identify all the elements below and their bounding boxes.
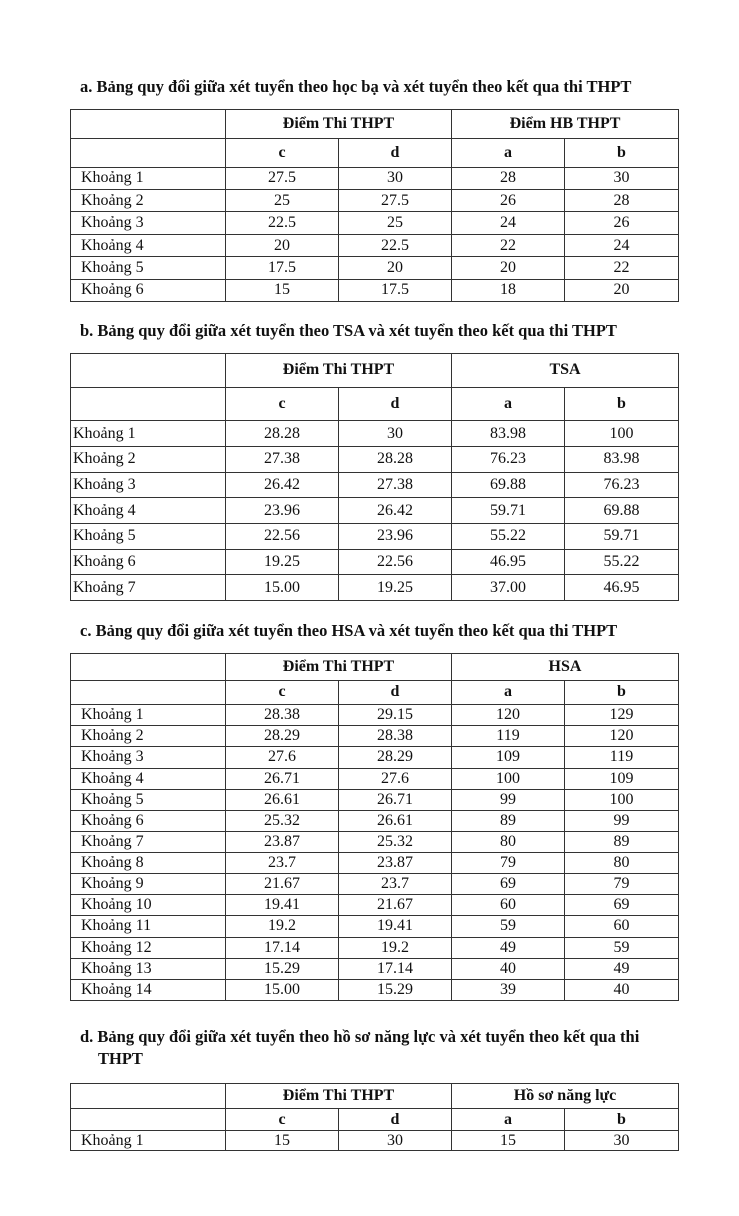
col-header-b: b [565,139,679,167]
value-cell: 15 [226,279,339,301]
section-d-heading-line1: d. Bảng quy đổi giữa xét tuyển theo hồ sơ năng lực và xét tuyển theo kết qua thi [80,1027,640,1046]
row-label: Khoảng 8 [71,853,226,874]
value-cell: 59 [565,937,679,958]
value-cell: 26 [565,212,679,234]
value-cell: 60 [565,916,679,937]
value-cell: 49 [452,937,565,958]
table-row [71,853,679,874]
table-row [71,421,679,447]
value-cell: 15 [226,1131,339,1151]
col-header-d: d [339,1109,452,1131]
conversion-table-b [70,353,679,601]
value-cell: 109 [452,747,565,768]
value-cell: 30 [565,167,679,189]
value-cell: 18 [452,279,565,301]
value-cell: 28 [565,190,679,212]
value-cell: 37.00 [452,575,565,601]
group-header-thpt: Điểm Thi THPT [226,354,452,388]
value-cell: 59.71 [452,498,565,524]
value-cell: 23.87 [226,831,339,852]
table-row [71,937,679,958]
value-cell: 59.71 [565,524,679,550]
col-header-a: a [452,1109,565,1131]
value-cell: 24 [452,212,565,234]
value-cell: 28.28 [339,447,452,473]
value-cell: 28.38 [339,726,452,747]
value-cell: 26.42 [339,498,452,524]
group-header-tsa: TSA [452,354,679,388]
value-cell: 80 [565,853,679,874]
row-label: Khoảng 6 [71,279,226,301]
table-row [71,549,679,575]
table-row [71,234,679,256]
value-cell: 99 [452,789,565,810]
value-cell: 49 [565,958,679,979]
value-cell: 120 [452,705,565,726]
value-cell: 22.5 [226,212,339,234]
value-cell: 17.5 [339,279,452,301]
table-c-body [71,705,679,1001]
row-label: Khoảng 6 [71,549,226,575]
value-cell: 30 [565,1131,679,1151]
col-header-d: d [339,139,452,167]
col-header-b: b [565,680,679,704]
value-cell: 79 [452,853,565,874]
table-row [71,916,679,937]
table-row [71,498,679,524]
col-header-c: c [226,387,339,421]
row-label: Khoảng 7 [71,831,226,852]
corner-cell [71,354,226,388]
row-label: Khoảng 1 [71,167,226,189]
value-cell: 120 [565,726,679,747]
row-label: Khoảng 12 [71,937,226,958]
value-cell: 27.5 [339,190,452,212]
value-cell: 28.29 [339,747,452,768]
value-cell: 25 [226,190,339,212]
value-cell: 39 [452,979,565,1000]
value-cell: 26.42 [226,472,339,498]
row-label: Khoảng 2 [71,726,226,747]
row-label: Khoảng 3 [71,472,226,498]
value-cell: 69.88 [452,472,565,498]
col-header-d: d [339,387,452,421]
row-label: Khoảng 13 [71,958,226,979]
corner-cell [71,110,226,139]
table-row [71,575,679,601]
conversion-table-d [70,1083,679,1151]
value-cell: 30 [339,421,452,447]
corner-cell [71,654,226,681]
value-cell: 23.96 [339,524,452,550]
table-row [71,768,679,789]
value-cell: 21.67 [339,895,452,916]
value-cell: 17.14 [339,958,452,979]
value-cell: 20 [452,257,565,279]
row-label: Khoảng 10 [71,895,226,916]
row-label: Khoảng 5 [71,789,226,810]
row-label: Khoảng 4 [71,498,226,524]
col-header-d: d [339,680,452,704]
table-row [71,1131,679,1151]
value-cell: 22.5 [339,234,452,256]
section-d-heading [80,1026,639,1070]
corner-cell [71,680,226,704]
section-a-heading: a. Bảng quy đổi giữa xét tuyển theo học bạ và xét tuyển theo kết qua thi THPT [80,77,632,96]
value-cell: 40 [452,958,565,979]
value-cell: 76.23 [565,472,679,498]
value-cell: 23.96 [226,498,339,524]
row-label: Khoảng 14 [71,979,226,1000]
value-cell: 15.00 [226,575,339,601]
row-label: Khoảng 4 [71,768,226,789]
value-cell: 28.38 [226,705,339,726]
value-cell: 99 [565,810,679,831]
row-label: Khoảng 2 [71,447,226,473]
row-label: Khoảng 4 [71,234,226,256]
col-header-c: c [226,1109,339,1131]
value-cell: 15.29 [339,979,452,1000]
table-row [71,747,679,768]
value-cell: 20 [565,279,679,301]
table-row [71,895,679,916]
value-cell: 25 [339,212,452,234]
value-cell: 30 [339,167,452,189]
table-row [71,789,679,810]
value-cell: 20 [339,257,452,279]
row-label: Khoảng 3 [71,747,226,768]
row-label: Khoảng 7 [71,575,226,601]
value-cell: 28.28 [226,421,339,447]
value-cell: 83.98 [452,421,565,447]
value-cell: 89 [452,810,565,831]
value-cell: 22 [565,257,679,279]
value-cell: 19.41 [226,895,339,916]
value-cell: 19.41 [339,916,452,937]
table-row [71,212,679,234]
col-header-b: b [565,387,679,421]
col-header-a: a [452,139,565,167]
row-label: Khoảng 9 [71,874,226,895]
value-cell: 27.38 [226,447,339,473]
table-row [71,524,679,550]
row-label: Khoảng 5 [71,257,226,279]
value-cell: 55.22 [452,524,565,550]
value-cell: 26.71 [339,789,452,810]
conversion-table-a [70,109,679,302]
row-label: Khoảng 5 [71,524,226,550]
value-cell: 100 [565,421,679,447]
table-row [71,810,679,831]
corner-cell [71,139,226,167]
table-row [71,979,679,1000]
section-d-heading-line2: THPT [98,1049,143,1068]
value-cell: 29.15 [339,705,452,726]
row-label: Khoảng 11 [71,916,226,937]
value-cell: 26.61 [226,789,339,810]
table-row [71,257,679,279]
value-cell: 27.38 [339,472,452,498]
row-label: Khoảng 2 [71,190,226,212]
col-header-c: c [226,680,339,704]
table-row [71,705,679,726]
table-row [71,874,679,895]
value-cell: 83.98 [565,447,679,473]
group-header-hb: Điểm HB THPT [452,110,679,139]
value-cell: 59 [452,916,565,937]
table-b-body [71,421,679,601]
row-label: Khoảng 3 [71,212,226,234]
value-cell: 22.56 [339,549,452,575]
value-cell: 60 [452,895,565,916]
col-header-a: a [452,680,565,704]
value-cell: 17.14 [226,937,339,958]
value-cell: 46.95 [565,575,679,601]
value-cell: 23.7 [226,853,339,874]
value-cell: 21.67 [226,874,339,895]
value-cell: 19.25 [339,575,452,601]
value-cell: 100 [452,768,565,789]
value-cell: 19.25 [226,549,339,575]
table-row [71,831,679,852]
value-cell: 15 [452,1131,565,1151]
table-row [71,190,679,212]
value-cell: 27.6 [339,768,452,789]
value-cell: 19.2 [339,937,452,958]
group-header-thpt: Điểm Thi THPT [226,110,452,139]
row-label: Khoảng 1 [71,421,226,447]
value-cell: 26.61 [339,810,452,831]
value-cell: 28.29 [226,726,339,747]
value-cell: 100 [565,789,679,810]
value-cell: 22.56 [226,524,339,550]
row-label: Khoảng 6 [71,810,226,831]
value-cell: 40 [565,979,679,1000]
section-c-heading: c. Bảng quy đổi giữa xét tuyển theo HSA và xét tuyển theo kết qua thi THPT [80,621,618,640]
conversion-table-c [70,653,679,1001]
value-cell: 27.6 [226,747,339,768]
group-header-portfolio: Hồ sơ năng lực [452,1084,679,1109]
table-row [71,958,679,979]
value-cell: 27.5 [226,167,339,189]
table-row [71,167,679,189]
value-cell: 20 [226,234,339,256]
value-cell: 76.23 [452,447,565,473]
col-header-c: c [226,139,339,167]
value-cell: 19.2 [226,916,339,937]
value-cell: 15.00 [226,979,339,1000]
group-header-thpt: Điểm Thi THPT [226,1084,452,1109]
col-header-b: b [565,1109,679,1131]
value-cell: 26 [452,190,565,212]
value-cell: 23.7 [339,874,452,895]
value-cell: 22 [452,234,565,256]
value-cell: 69 [452,874,565,895]
value-cell: 69 [565,895,679,916]
value-cell: 69.88 [565,498,679,524]
value-cell: 46.95 [452,549,565,575]
table-row [71,472,679,498]
value-cell: 89 [565,831,679,852]
group-header-thpt: Điểm Thi THPT [226,654,452,681]
value-cell: 28 [452,167,565,189]
value-cell: 25.32 [226,810,339,831]
row-label: Khoảng 1 [71,1131,226,1151]
row-label: Khoảng 1 [71,705,226,726]
corner-cell [71,387,226,421]
value-cell: 119 [565,747,679,768]
corner-cell [71,1109,226,1131]
value-cell: 129 [565,705,679,726]
value-cell: 25.32 [339,831,452,852]
value-cell: 15.29 [226,958,339,979]
value-cell: 80 [452,831,565,852]
table-row [71,447,679,473]
value-cell: 55.22 [565,549,679,575]
value-cell: 30 [339,1131,452,1151]
table-d-body [71,1131,679,1151]
value-cell: 24 [565,234,679,256]
value-cell: 17.5 [226,257,339,279]
table-row [71,279,679,301]
value-cell: 119 [452,726,565,747]
value-cell: 23.87 [339,853,452,874]
value-cell: 109 [565,768,679,789]
table-row [71,726,679,747]
table-a-body [71,167,679,301]
group-header-hsa: HSA [452,654,679,681]
value-cell: 79 [565,874,679,895]
section-b-heading: b. Bảng quy đổi giữa xét tuyển theo TSA và xét tuyển theo kết qua thi THPT [80,321,617,340]
value-cell: 26.71 [226,768,339,789]
corner-cell [71,1084,226,1109]
col-header-a: a [452,387,565,421]
